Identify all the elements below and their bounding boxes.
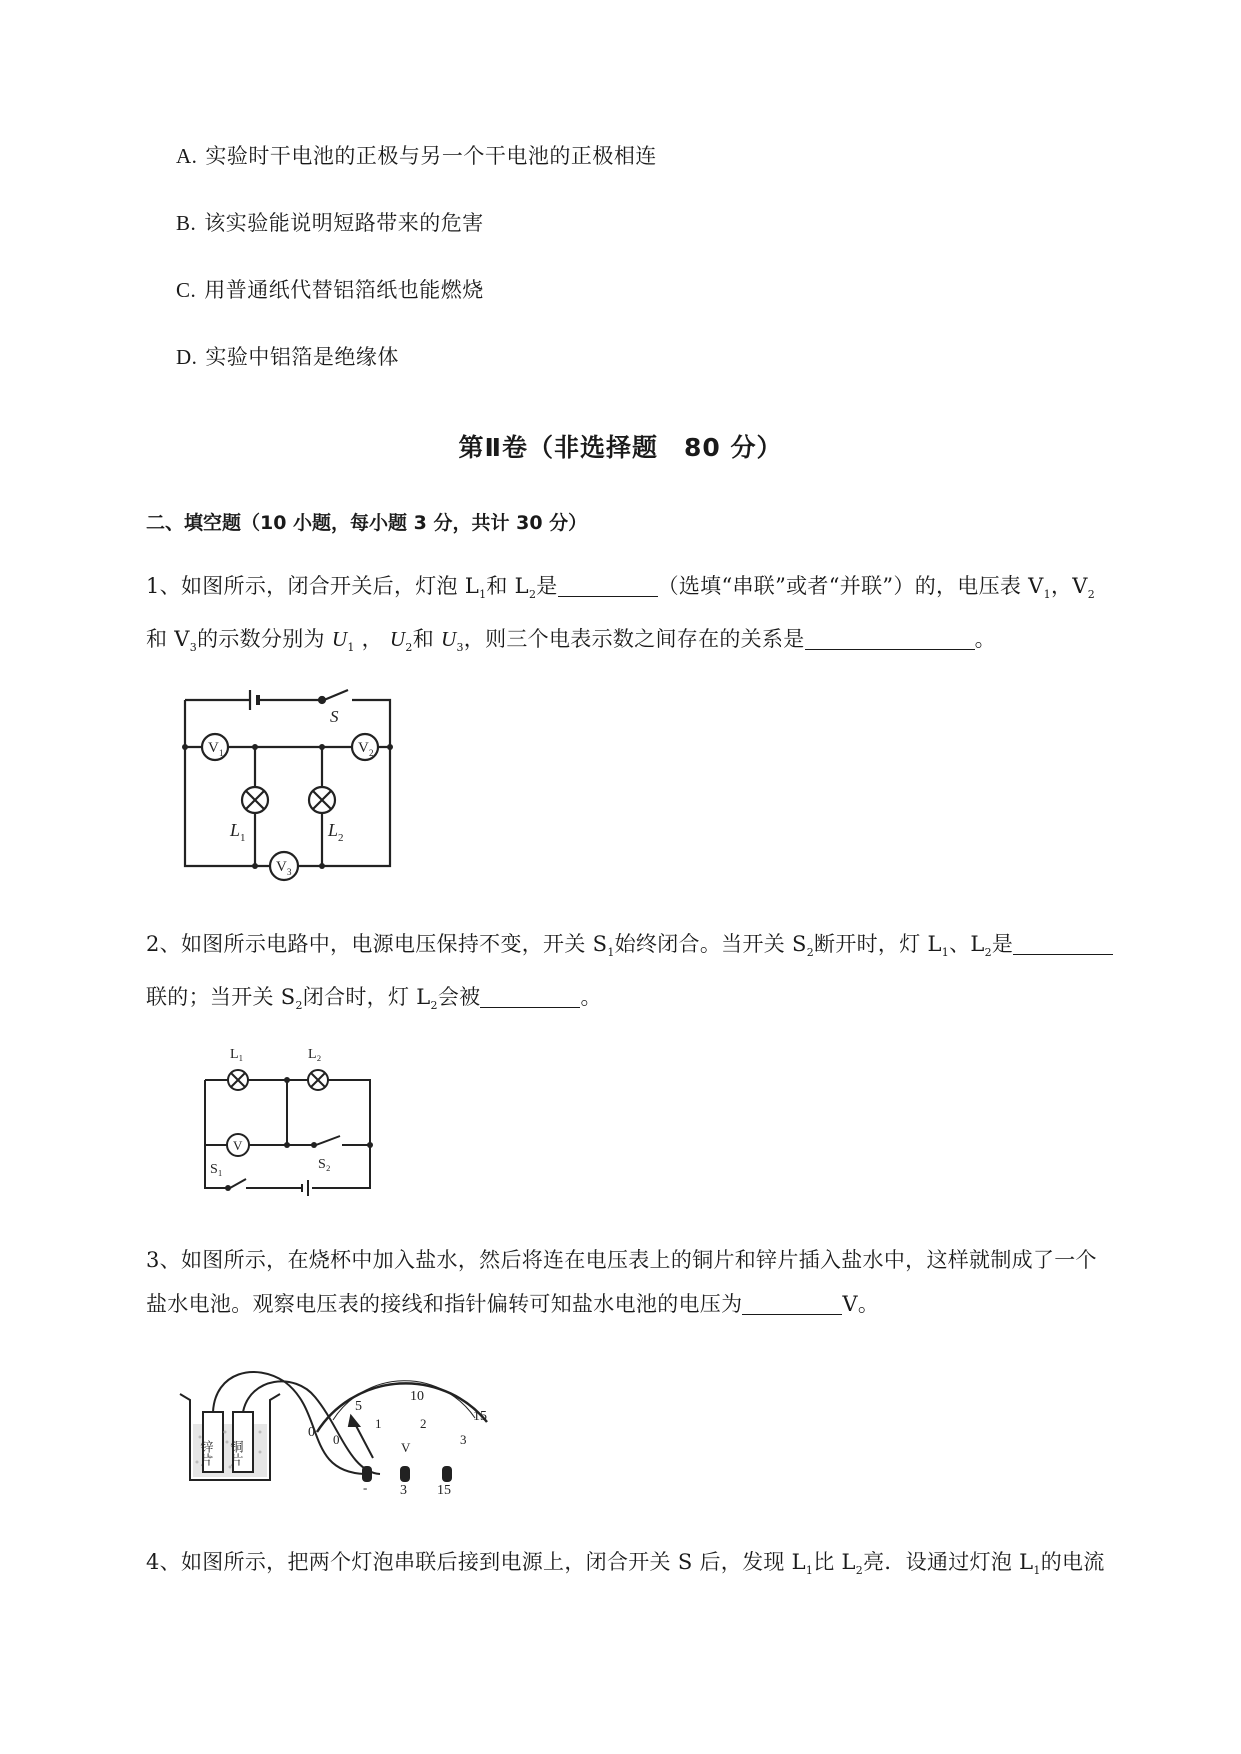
subscript: 3 xyxy=(456,641,464,655)
q4-text: 的电流 xyxy=(1040,1550,1105,1574)
lamp-label: L xyxy=(328,820,339,840)
terminal-label: 15 xyxy=(437,1483,451,1497)
switch-label: S₂ xyxy=(318,1157,331,1172)
q2-text: 始终闭合。当开关 S xyxy=(614,932,807,956)
subscript: 3 xyxy=(189,641,198,655)
subscript: 2 xyxy=(295,999,303,1013)
section-title: 第Ⅱ卷（非选择题 80 分） xyxy=(458,433,783,462)
q4-text: 亮．设通过灯泡 L xyxy=(863,1550,1034,1574)
q1-text: 。 xyxy=(974,627,996,652)
answer-blank[interactable] xyxy=(558,574,658,597)
q2-text: 。 xyxy=(580,985,602,1010)
subscript: 1 xyxy=(941,946,950,960)
q1-text: 的示数分别为 xyxy=(197,627,325,652)
option-text: 实验时干电池的正极与另一个干电池的正极相连 xyxy=(205,144,657,168)
q1-text: 是 xyxy=(536,574,558,598)
question-3 xyxy=(146,1238,1146,1326)
subscript: 1 xyxy=(805,1564,814,1578)
answer-blank[interactable] xyxy=(480,985,580,1008)
q1-text: ，则三个电表示数之间存在的关系是 xyxy=(463,627,805,652)
symbol-u: U xyxy=(331,627,348,652)
q1-text: 1、如图所示，闭合开关后，灯泡 L xyxy=(146,574,480,598)
option-text: 实验中铝箔是绝缘体 xyxy=(205,345,399,369)
subscript: 2 xyxy=(855,1564,864,1578)
option-text: 该实验能说明短路带来的危害 xyxy=(204,211,484,235)
terminal-label: 3 xyxy=(400,1483,407,1497)
subscript: 2 xyxy=(1087,588,1096,602)
option-letter: C. xyxy=(176,278,197,302)
lamp-label: L xyxy=(230,820,241,840)
meter-label: V xyxy=(233,1138,243,1153)
symbol-u: U xyxy=(389,627,406,652)
answer-blank[interactable] xyxy=(1013,932,1113,955)
q3-text: 盐水电池。观察电压表的接线和指针偏转可知盐水电池的电压为 xyxy=(146,1292,743,1316)
zinc-plate-label: 锌片 xyxy=(198,1440,214,1466)
option-letter: A. xyxy=(176,144,198,168)
option-letter: D. xyxy=(176,345,198,369)
answer-blank[interactable] xyxy=(742,1292,842,1315)
inner-tick-label: 1 xyxy=(375,1416,382,1431)
salt-water-battery-diagram xyxy=(175,1362,505,1497)
q2-text: 是 xyxy=(991,932,1014,956)
question-2 xyxy=(146,922,1146,1028)
q3-text: 3、如图所示，在烧杯中加入盐水，然后将连在电压表上的铜片和锌片插入盐水中，这样就制成了一个 xyxy=(146,1248,1097,1272)
q1-text: ， xyxy=(361,627,383,652)
subscript: 2 xyxy=(806,946,815,960)
q2-text: 闭合时，灯 L xyxy=(302,985,431,1010)
subscript: 2 xyxy=(528,588,537,602)
q2-text: 联的；当开关 S xyxy=(146,985,296,1010)
q3-text: V。 xyxy=(842,1292,880,1316)
q4-text: 比 L xyxy=(813,1550,856,1574)
q2-text: 会被 xyxy=(437,985,481,1010)
switch-label: S₁ xyxy=(210,1162,223,1177)
subscript: 2 xyxy=(984,946,992,960)
meter-label: V xyxy=(358,740,369,756)
meter-label: V xyxy=(276,859,287,875)
subscript: 1 xyxy=(347,641,355,655)
lamp-label: L₁ xyxy=(230,1047,244,1062)
answer-blank[interactable] xyxy=(805,627,975,650)
section-subtitle: 二、填空题（10 小题，每小题 3 分，共计 30 分） xyxy=(146,512,588,534)
lamp-label: L₂ xyxy=(308,1047,322,1062)
meter-symbol: V xyxy=(401,1440,411,1455)
circuit-diagram-2 xyxy=(190,1040,390,1210)
subscript: 1 xyxy=(1033,1564,1041,1578)
q1-text: 和 V xyxy=(146,627,190,652)
meter-subscript: 2 xyxy=(369,748,374,758)
subscript: 1 xyxy=(1043,588,1051,602)
q1-text: （选填“串联”或者“并联”）的，电压表 V xyxy=(657,574,1044,598)
meter-subscript: 3 xyxy=(287,867,292,877)
copper-plate-label: 铜片 xyxy=(228,1440,244,1466)
option-d xyxy=(176,341,399,371)
subscript: 2 xyxy=(405,641,413,655)
circuit-diagram-1 xyxy=(170,680,410,890)
question-1 xyxy=(146,564,1146,670)
subscript: 2 xyxy=(430,999,438,1013)
option-b xyxy=(176,207,484,237)
outer-tick-label: 10 xyxy=(410,1389,424,1404)
option-a xyxy=(176,140,657,170)
outer-tick-label: 5 xyxy=(355,1399,362,1414)
q1-text: 和 xyxy=(412,627,435,652)
subscript: 1 xyxy=(607,946,615,960)
q4-text: 4、如图所示，把两个灯泡串联后接到电源上，闭合开关 S 后，发现 L xyxy=(146,1550,806,1574)
terminal-label: - xyxy=(363,1480,368,1495)
inner-tick-label: 3 xyxy=(460,1432,467,1447)
switch-label: S xyxy=(330,707,339,726)
inner-tick-label: 0 xyxy=(333,1432,340,1447)
meter-subscript: 1 xyxy=(219,748,224,758)
outer-tick-label: 0 xyxy=(308,1425,315,1440)
option-text: 用普通纸代替铝箔纸也能燃烧 xyxy=(204,278,484,302)
lamp-subscript: 2 xyxy=(338,832,344,844)
symbol-u: U xyxy=(441,627,457,652)
q2-text: 、L xyxy=(949,932,985,956)
q2-text: 断开时，灯 L xyxy=(814,932,942,956)
q1-text: 和 L xyxy=(486,574,529,598)
subscript: 1 xyxy=(479,588,487,602)
inner-tick-label: 2 xyxy=(420,1416,427,1431)
meter-label: V xyxy=(208,740,219,756)
outer-tick-label: 15 xyxy=(473,1409,487,1424)
q2-text: 2、如图所示电路中，电源电压保持不变，开关 S xyxy=(146,932,608,956)
option-c xyxy=(176,274,484,304)
option-letter: B. xyxy=(176,211,197,235)
q1-text: ，V xyxy=(1050,574,1088,598)
lamp-subscript: 1 xyxy=(240,832,246,844)
question-4 xyxy=(146,1540,1146,1593)
